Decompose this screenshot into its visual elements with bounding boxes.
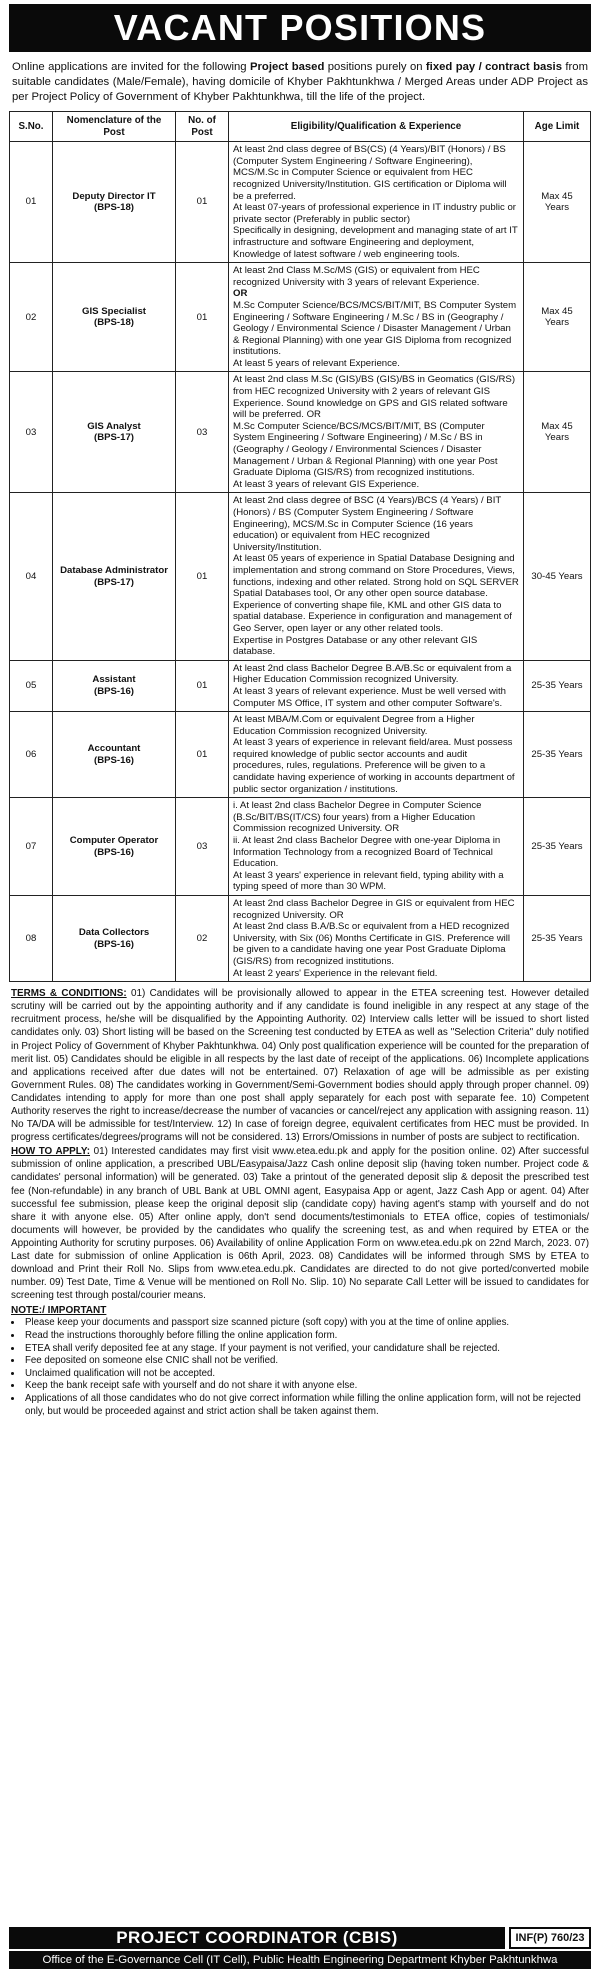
eligibility-line: At least 3 years of experience in relevant field/area. Must possess required knowledge of public sector accounts and audit procedures, rules, regulations. Preference will be given to a candidate having experience of working in accounts department of public sector organization / institutions.	[233, 737, 515, 795]
eligibility-line: Expertise in Postgres Database or any other relevant GIS database.	[233, 634, 478, 658]
eligibility-line: At least 2nd class degree of BS(CS) (4 Years)/BIT (Honors) / BS (Computer System Engineering / Software Engineering), MCS/M.Sc in Computer Science or equivalent from HEC recognized University/Institution. GIS certification or Diploma will be a preferred.	[233, 144, 507, 202]
cell-eligibility	[229, 712, 524, 798]
post-bps: (BPS-18)	[94, 317, 134, 329]
eligibility-line: OR	[233, 288, 248, 300]
cell-post-name	[53, 372, 176, 493]
cell-sno: 01	[10, 142, 53, 263]
eligibility-line: Specifically in designing, development and managing state of art IT infrastructure and software Engineering and deployment, Knowledge of latest software / web engineering tools.	[233, 225, 518, 260]
header-sno: S.No.	[10, 112, 53, 142]
cell-age-limit: Max 45 Years	[524, 142, 591, 263]
terms-body: 01) Candidates will be provisionally allowed to appear in the ETEA screening test. However detailed scrutiny will be carried out by the appointing authority and if any candidate is found ineligible in any respect at any stage of the recruitment process, he/she will be disqualified by the Appointing Authority. 02) Interview calls letter will be issued to short listed candidates only. 03) Short listing will be based on the Screening test conducted by ETEA as well as "Selection Criteria" duly notified in Project Policy of Government of Khyber Pakhtunkhwa. 04) Only post qualification experience will be counted for the preparation of merit list. 05) Candidates should be eligible in all respects by the last date of receipt of the applications. 06) Incomplete applications and applications received after due dates will not be entertained. 07) Relaxation of age will be admissible as per existing Government Rules. 08) The candidates working in Government/Semi-Government bodies should apply through proper channel. 09) Candidates intending to apply for more than one post shall apply separately for each post with separate fee. 10) Competent Authority reserves the right to increase/decrease the number of vacancies or cancel/reject any application with assigning reason. 11) No TA/DA will be admissible for test/Interview. 12) In case of foreign degree, equivalent certificates from HEC must be provided. In progress certificates/degrees/programs will not be considered. 13) Errors/Omissions in number of posts are subject to rectification.	[11, 988, 590, 1144]
cell-eligibility	[229, 660, 524, 711]
eligibility-line: At least 2nd class M.Sc (GIS)/BS (GIS)/BS in Geomatics (GIS/RS) from HEC recognized University with 2 years of relevant GIS Experience. Sound knowledge on GPS and GIS related software will be preferred. OR	[233, 374, 516, 421]
footer	[9, 1927, 591, 1969]
advertisement	[0, 4, 600, 1988]
cell-post-name	[53, 142, 176, 263]
post-title: GIS Specialist	[82, 305, 146, 317]
terms-conditions	[11, 987, 589, 1144]
post-bps: (BPS-16)	[94, 685, 134, 697]
positions-table	[9, 111, 591, 982]
post-bps: (BPS-18)	[94, 202, 134, 214]
notes-list	[23, 1317, 591, 1418]
cell-eligibility	[229, 896, 524, 982]
header-eligibility: Eligibility/Qualification & Experience	[229, 112, 524, 142]
eligibility-line: At least 2 years' Experience in the relevant field.	[233, 967, 438, 979]
note-item: • Please keep your documents and passport size scanned picture (soft copy) with you at the time of online applies.	[23, 1317, 591, 1330]
cell-post-name	[53, 712, 176, 798]
cell-age-limit: Max 45 Years	[524, 263, 591, 372]
inf-number: INF(P) 760/23	[509, 1927, 591, 1949]
cell-eligibility	[229, 493, 524, 660]
eligibility-line: ii. At least 2nd class Bachelor Degree with one-year Diploma in Information Technology from a recognized Board of Technical Education.	[233, 835, 501, 870]
cell-sno: 02	[10, 263, 53, 372]
post-bps: (BPS-16)	[94, 938, 134, 950]
cell-no-of-post: 01	[176, 263, 229, 372]
eligibility-line: At least 3 years of relevant experience. Must be well versed with Computer MS Office, IT system and other computer Software's.	[233, 685, 507, 709]
header-age-limit: Age Limit	[524, 112, 591, 142]
eligibility-line: At least 3 years of relevant GIS Experience.	[233, 478, 420, 490]
post-bps: (BPS-17)	[94, 432, 134, 444]
cell-post-name	[53, 660, 176, 711]
cell-sno: 07	[10, 798, 53, 896]
coordinator-row	[9, 1927, 591, 1949]
note-item: • Read the instructions thoroughly before filling the online application form.	[23, 1330, 591, 1343]
terms-heading: TERMS & CONDITIONS:	[11, 988, 127, 1000]
table-row	[10, 712, 591, 798]
post-title: Data Collectors	[78, 926, 150, 938]
note-item: • Keep the bank receipt safe with yourself and do not share it with anyone else.	[23, 1380, 591, 1393]
cell-age-limit: Max 45 Years	[524, 372, 591, 493]
post-title: Assistant	[92, 674, 136, 686]
note-item: • ETEA shall verify deposited fee at any stage. If your payment is not verified, your candidature shall be rejected.	[23, 1343, 591, 1356]
table-row	[10, 798, 591, 896]
cell-age-limit: 30-45 Years	[524, 493, 591, 660]
cell-no-of-post: 03	[176, 372, 229, 493]
cell-no-of-post: 01	[176, 660, 229, 711]
eligibility-line: At least MBA/M.Com or equivalent Degree from a Higher Education Commission recognized University.	[233, 714, 475, 737]
cell-sno: 04	[10, 493, 53, 660]
cell-post-name	[53, 493, 176, 660]
intro-paragraph	[12, 60, 588, 105]
eligibility-line: i. At least 2nd class Bachelor Degree in Computer Science (B.Sc/BIT/BS(IT/CS) four years) from a Higher Education Commission recognized University. OR	[233, 800, 482, 835]
howto-heading: HOW TO APPLY:	[11, 1146, 91, 1158]
eligibility-line: At least 2nd class Bachelor Degree B.A/B.Sc or equivalent from a Higher Education Commission recognized University.	[233, 662, 512, 686]
table-row	[10, 142, 591, 263]
eligibility-line: At least 2nd class degree of BSC (4 Years)/BCS (4 Years) / BIT (Honors) / BS (Computer System Engineering / Software Engineering), MCS/M.Sc in Computer Science (16 years education) or equivalent from HEC recognized University/Institution.	[233, 495, 502, 553]
cell-eligibility	[229, 372, 524, 493]
intro-bold-1: Project based	[250, 61, 325, 73]
eligibility-line: At least 5 years of relevant Experience.	[233, 357, 400, 369]
cell-age-limit: 25-35 Years	[524, 712, 591, 798]
cell-no-of-post: 01	[176, 493, 229, 660]
cell-no-of-post: 02	[176, 896, 229, 982]
eligibility-line: M.Sc Computer Science/BCS/MCS/BIT/MIT, BS Computer System Engineering / Software Engineering / M.Sc / BS in (Geography / Geology / Environmental Science / Disaster Management / Urban & Regional Planning) with one year GIS Diploma from recognized institutions.	[233, 299, 517, 358]
table-row	[10, 263, 591, 372]
table-row	[10, 493, 591, 660]
note-item: • Applications of all those candidates who do not give correct information while filling the online application form, will not be rejected only, but would be proceeded against and strict action shall be taken against them.	[23, 1393, 591, 1418]
table-row	[10, 660, 591, 711]
header-no-of-post: No. of Post	[176, 112, 229, 142]
cell-post-name	[53, 798, 176, 896]
post-title: Accountant	[87, 743, 141, 755]
cell-no-of-post: 01	[176, 712, 229, 798]
table-row	[10, 896, 591, 982]
note-item: • Fee deposited on someone else CNIC shall not be verified.	[23, 1355, 591, 1368]
cell-age-limit: 25-35 Years	[524, 896, 591, 982]
intro-text-1: Online applications are invited for the following	[12, 61, 250, 73]
cell-sno: 05	[10, 660, 53, 711]
cell-no-of-post: 01	[176, 142, 229, 263]
eligibility-line: At least 2nd class Bachelor Degree in GIS or equivalent from HEC recognized University. OR	[233, 898, 515, 921]
post-title: Database Administrator	[60, 564, 168, 576]
eligibility-line: At least 05 years of experience in Spatial Database Designing and implementation and strong command on Store Procedures, Views, functions, indexing and other related. Strong hold on SQL SERVER Spatial Databases tool, Or any other open source database. Experience of converting shape file, KML and other GIS data to spatial database. Experience in configuration and management of Geo Server, open layer or any other related tools.	[233, 553, 519, 634]
intro-bold-2: fixed pay / contract basis	[425, 61, 562, 73]
table-row	[10, 372, 591, 493]
table-header-row	[10, 112, 591, 142]
howto-body: 01) Interested candidates may first visit www.etea.edu.pk and apply for the position online. 02) After successful submission of online application, a prescribed UBL/Easypaisa/Jazz Cash online deposit slip (having token number. Project code & candidates' personal information) will be generated. 03) Take a printout of the generated deposit slip & deposit the prescribed test fee (Non-refundable) in any branch of UBL Bank at UBL OMNI agent, Easypaisa App or agent, Jazz Cash App or agent. 04) After successful fee submission, please keep the original deposit slip (candidate copy) having agent's stamp with yourself and do not share it with anyone else. 05) After online apply, don't send documents/testimonials to ETEA office, copies of testimonials/ documents will however, be provided by the candidates who qualify the screening test, as and when required by ETEA or the Appointing Authority for scrutiny purposes. 06) Availability of online Application Form on www.etea.edu.pk on 22nd March, 2023. 07) Last date for submission of online Application is 06th April, 2023. 08) Candidates will be informed through SMS by ETEA to download and Print their Roll No. Slips from www.etea.edu.pk. Candidates are directed to do not give ported/converted mobile number. 09) Test Date, Time & Venue will be mentioned on Roll No. Slip. 10) No separate Call Letter will be issued to candidates for screening test through postal/courier means.	[11, 1146, 590, 1302]
post-bps: (BPS-16)	[94, 754, 134, 766]
cell-eligibility	[229, 263, 524, 372]
how-to-apply	[11, 1145, 589, 1302]
post-title: Deputy Director IT	[72, 190, 156, 202]
cell-eligibility	[229, 142, 524, 263]
note-item: • Unclaimed qualification will not be accepted.	[23, 1368, 591, 1381]
cell-age-limit: 25-35 Years	[524, 660, 591, 711]
page-title: VACANT POSITIONS	[9, 4, 591, 52]
eligibility-line: M.Sc Computer Science/BCS/MCS/BIT/MIT, BS (Computer System Engineering / Software Engineering) / M.Sc / BS in (Geography / Geology / Environmental Sciences / Disaster Management / Urban & Regional Planning) with one year Post Graduate Diploma (GIS/RS) from recognized institutions.	[233, 420, 498, 479]
cell-age-limit: 25-35 Years	[524, 798, 591, 896]
terms-section	[11, 987, 589, 1302]
eligibility-line: At least 2nd Class M.Sc/MS (GIS) or equivalent from HEC recognized University with 3 years of relevant Experience.	[233, 265, 480, 288]
cell-no-of-post: 03	[176, 798, 229, 896]
cell-sno: 03	[10, 372, 53, 493]
post-bps: (BPS-16)	[94, 846, 134, 858]
cell-post-name	[53, 896, 176, 982]
cell-eligibility	[229, 798, 524, 896]
post-bps: (BPS-17)	[94, 576, 134, 588]
intro-text-3: from suitable candidates (Male/Female), having domicile of Khyber Pakhtunkhwa / Merged Areas under ADP Project as per Project Policy of Government of Khyber Pakhtunkhwa, till the life of the project.	[12, 61, 588, 103]
post-title: GIS Analyst	[87, 420, 141, 432]
eligibility-line: At least 2nd class B.A/B.Sc or equivalent from a HED recognized University, with Six (06) Months Certificate in GIS. Preference will be given to a candidate having one year Post Graduate Diploma (GIS/RS) from recognized institutions.	[233, 921, 511, 967]
office-line: Office of the E-Governance Cell (IT Cell), Public Health Engineering Department Khyber Pakhtunkhwa	[9, 1951, 591, 1969]
notes-heading: NOTE:/ IMPORTANT	[11, 1305, 107, 1317]
intro-text-2: positions purely on	[324, 61, 426, 73]
coordinator-title: PROJECT COORDINATOR (CBIS)	[9, 1927, 505, 1949]
eligibility-line: At least 3 years' experience in relevant field, typing ability with a typing speed of more than 30 WPM.	[233, 869, 504, 893]
eligibility-line: At least 07-years of professional experience in IT industry public or private sector (Preferably in public sector)	[233, 202, 516, 225]
cell-post-name	[53, 263, 176, 372]
cell-sno: 08	[10, 896, 53, 982]
header-nomenclature: Nomenclature of the Post	[53, 112, 176, 142]
post-title: Computer Operator	[69, 835, 159, 847]
cell-sno: 06	[10, 712, 53, 798]
